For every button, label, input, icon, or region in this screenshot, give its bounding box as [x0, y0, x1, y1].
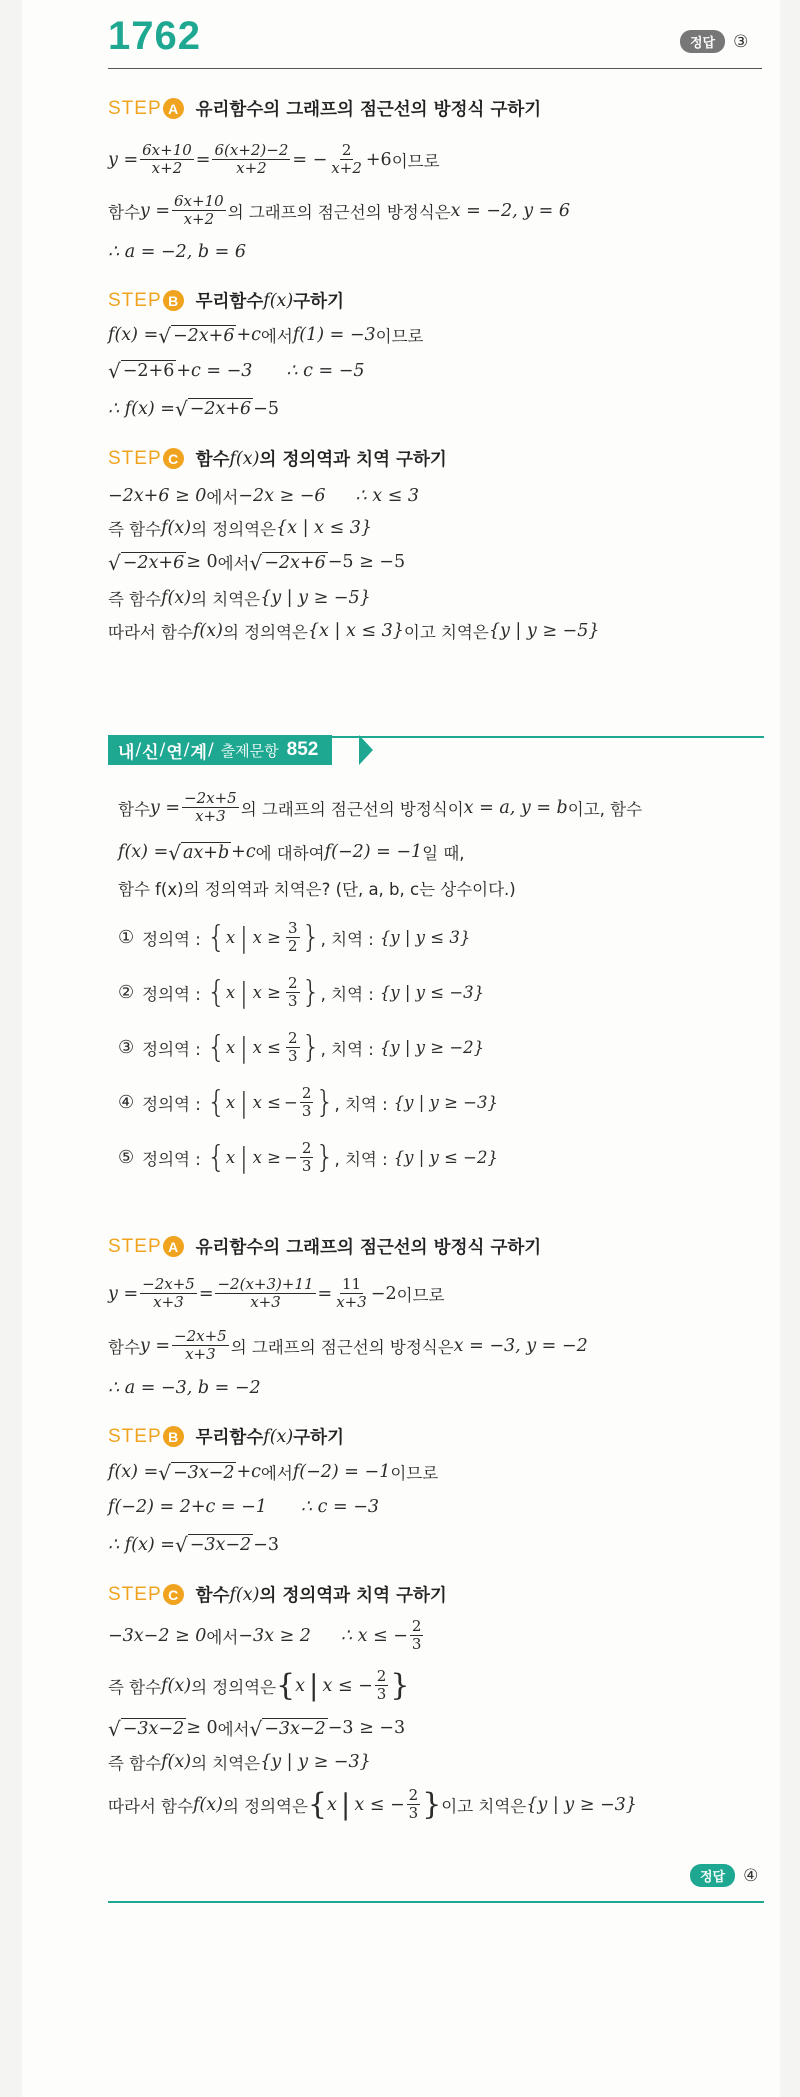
numerator: 2: [408, 1786, 419, 1804]
math: −3x ≥ 2: [238, 1625, 311, 1646]
math: +c: [231, 842, 256, 862]
fraction: [215, 1276, 315, 1311]
kor-text: 의 치역은: [191, 1754, 261, 1773]
math: −3: [253, 1534, 279, 1555]
math: f(x): [192, 1794, 223, 1815]
range-set: {y | y ≥ −3}: [526, 1794, 637, 1815]
p2-c-line1: [108, 1618, 425, 1653]
range-set: {y | y ≤ −3}: [379, 983, 485, 1002]
eq-prefix: y =: [139, 200, 171, 221]
kor-text: 함수: [118, 799, 150, 819]
math: ∴ c = −3: [300, 1497, 379, 1517]
fraction: [329, 142, 364, 177]
numerator: 3: [288, 919, 298, 937]
choice-option[interactable]: ① 정의역 : { x | x ≥ $\frac{3}{2}$ } , 치역 : {y | y ≤ 3}: [118, 919, 471, 955]
denominator: 3: [301, 1157, 312, 1175]
numerator: 2: [411, 1617, 422, 1635]
step-word: STEP: [108, 1235, 162, 1257]
p2-a-line3: ∴ a = −3, b = −2: [108, 1378, 261, 1398]
tag-number: 852: [286, 739, 319, 760]
problem-number: 1762: [108, 14, 201, 58]
sqrt: √ −2x+6: [108, 550, 185, 575]
fraction: [407, 1787, 421, 1822]
p2-c-line3: [108, 1716, 405, 1740]
math: x ≥: [252, 983, 281, 1002]
math: −5 ≥ −5: [327, 552, 406, 572]
kor-text: 에 대하여: [255, 844, 325, 863]
range-set: {y | y ≤ −2}: [393, 1148, 498, 1167]
numerator: −2x+5: [184, 789, 237, 807]
math: f(−2) = 2+c = −1: [108, 1497, 267, 1517]
kor-text: 이므로: [390, 1464, 439, 1483]
step-word: STEP: [108, 97, 162, 119]
math: f(x): [161, 1675, 192, 1696]
choice-option[interactable]: ⑤ 정의역 : { x | x ≥ − $\frac{2}{3}$ } , 치역 : {y | y ≤ −2}: [118, 1139, 498, 1175]
p1-c-line3: [108, 550, 405, 574]
math: −: [284, 1093, 298, 1112]
p1-c-line2: [108, 516, 372, 540]
choice-option[interactable]: ② 정의역 : { x | x ≥ $\frac{2}{3}$ } , 치역 : {y | y ≤ −3}: [118, 974, 485, 1010]
eq-sign: = −: [292, 149, 328, 170]
math: f(−2) = −1: [324, 842, 423, 862]
math: ∴ f(x) =: [108, 398, 175, 419]
denominator: x+3: [153, 1293, 184, 1311]
radicand: −2x+6: [122, 552, 185, 573]
step-c-title-fx: f(x): [229, 1584, 260, 1605]
q-line3: 함수 f(x)의 정의역과 치역은? (단, a, b, c는 상수이다.): [118, 880, 516, 899]
choice-mark: ③: [118, 1037, 135, 1058]
denominator: 3: [411, 1635, 422, 1653]
kor-text: 에서: [206, 488, 239, 507]
fraction: [375, 1668, 389, 1703]
radicand: ax+b: [182, 842, 230, 863]
math: f(x): [161, 588, 192, 608]
denominator: x+3: [250, 1293, 281, 1311]
fraction: [140, 1276, 197, 1311]
math: x ≥: [252, 928, 281, 947]
kor-text: 의 정의역은: [191, 1677, 277, 1697]
radicand: −3x−2: [122, 1718, 185, 1739]
tag-char: 내: [118, 742, 135, 763]
kor-text: 의 그래프의 점근선의 방정식은: [230, 1337, 454, 1357]
eq-sign: =: [317, 1283, 333, 1304]
p2-c-line5: 따라서 함수 f(x) 의 정의역은 { x | x ≤ − $\frac{2}{3}$ } 이고 치역은 {y | y ≥ −3}: [108, 1786, 637, 1822]
radicand: −2+6: [122, 361, 175, 381]
math: −: [284, 1148, 298, 1167]
p1-b-line1: [108, 323, 424, 347]
answer-value: ③: [733, 31, 749, 52]
numerator: 2: [301, 1139, 312, 1157]
linked-problem-tag: 내 / 신 / 연 / 계 / 출제문항 852: [108, 735, 332, 765]
range-label: , 치역 :: [320, 984, 374, 1004]
radicand: −3x−2: [189, 1535, 252, 1555]
math: f(x) =: [118, 842, 169, 862]
step-b-title-post: 구하기: [293, 1428, 344, 1448]
tag-char: 계: [190, 742, 207, 763]
range-label: , 치역 :: [334, 1149, 388, 1169]
q-line1: [118, 790, 642, 825]
eq-prefix: y =: [108, 1283, 139, 1304]
tag-arrow: [359, 735, 373, 765]
range-label: , 치역 :: [334, 1094, 388, 1114]
kor-text: 즉 함수: [108, 520, 162, 539]
range-set: {y | y ≥ −5}: [260, 588, 371, 608]
eq-tail: +6: [365, 149, 392, 170]
fraction: [286, 975, 300, 1010]
step-word: STEP: [108, 1583, 162, 1605]
kor-text: 의 정의역은: [191, 520, 277, 539]
sqrt: √ −3x−2: [249, 1716, 326, 1741]
kor-text: 에서: [260, 327, 293, 346]
math: ∴ f(x) =: [108, 1534, 175, 1555]
math: f(x) =: [108, 325, 159, 345]
range-label: , 치역 :: [320, 1039, 374, 1059]
step-b-title-pre: 무리함수: [195, 1428, 264, 1448]
math: x: [327, 1794, 337, 1815]
q-line2: [118, 840, 465, 864]
numerator: −2x+5: [142, 1275, 195, 1293]
numerator: −2(x+3)+11: [217, 1275, 314, 1293]
p1-c-line5: [108, 619, 599, 643]
fraction: [212, 142, 290, 177]
kor-text: 일 때,: [422, 844, 465, 863]
step-b-heading: [108, 288, 344, 313]
math: x: [295, 1675, 305, 1696]
step-c-title-pre: 함수: [195, 1586, 230, 1606]
kor-text: 따라서 함수: [108, 623, 193, 642]
numerator: 6x+10: [174, 192, 224, 210]
asymptote-eq: x = −3, y = −2: [453, 1335, 588, 1356]
answer-value: ④: [743, 1865, 759, 1886]
math: −3x−2 ≥ 0: [108, 1625, 207, 1646]
radicand: −3x−2: [264, 1718, 326, 1739]
p1-b-line2: [108, 360, 365, 381]
step-c-title-fx: f(x): [229, 448, 260, 469]
radicand: −2x+6: [172, 325, 235, 346]
domain-label: 정의역 :: [142, 1039, 201, 1059]
denominator: x+3: [185, 1345, 216, 1363]
eq-prefix: y =: [139, 1335, 171, 1356]
kor-text: 이고 치역은: [441, 1796, 527, 1816]
kor-text: 이고 치역은: [403, 623, 489, 642]
answer-tag-2: [690, 1864, 758, 1887]
p2-b-line3: [108, 1534, 279, 1555]
kor-text: 의 그래프의 점근선의 방정식이: [240, 799, 464, 819]
denominator: x+3: [195, 807, 226, 825]
kor-text: 이고, 함수: [567, 799, 643, 819]
denominator: 3: [301, 1102, 312, 1120]
p1-a-line3: ∴ a = −2, b = 6: [108, 242, 246, 262]
fraction: [300, 1085, 314, 1120]
p1-b-line3: [108, 398, 279, 419]
math: ∴ x ≤ 3: [355, 486, 420, 506]
denominator: x+2: [151, 159, 183, 177]
fraction: [172, 193, 226, 228]
step-c-badge: C: [163, 1584, 184, 1605]
math: x: [225, 1093, 236, 1112]
radicand: −2x+6: [189, 399, 252, 419]
choice-option[interactable]: ④ 정의역 : { x | x ≤ − $\frac{2}{3}$ } , 치역 : {y | y ≥ −3}: [118, 1084, 498, 1120]
numerator: 11: [341, 1275, 362, 1293]
kor-text: 에서: [260, 1464, 293, 1483]
denominator: 3: [408, 1804, 419, 1822]
fraction: [410, 1618, 424, 1653]
p2-c-line4: [108, 1750, 371, 1774]
step-word: STEP: [108, 1425, 162, 1447]
math: +c: [236, 1462, 261, 1482]
math: x ≤: [252, 1038, 281, 1057]
sqrt: √ ax+b: [168, 840, 230, 865]
sqrt: √ −3x−2: [174, 1533, 252, 1557]
math: f(x): [161, 1752, 192, 1772]
denominator: x+3: [336, 1293, 367, 1311]
step-b-heading-2: [108, 1424, 344, 1449]
math: ≥ 0: [186, 552, 218, 572]
eq-sign: =: [198, 1283, 214, 1304]
numerator: 2: [341, 141, 352, 159]
denominator: 3: [288, 1047, 298, 1065]
asymptote-eq: x = −2, y = 6: [450, 200, 571, 221]
p2-b-line1: [108, 1460, 438, 1484]
choice-mark: ④: [118, 1092, 135, 1113]
eq-sign: =: [195, 149, 211, 170]
numerator: 6(x+2)−2: [214, 141, 289, 159]
kor-text: 이므로: [375, 327, 424, 346]
step-c-heading: [108, 446, 447, 471]
p1-a-equation: [108, 142, 440, 177]
numerator: 2: [301, 1084, 312, 1102]
math: +c: [236, 325, 261, 345]
header-divider: [108, 68, 762, 69]
step-b-badge: B: [163, 1426, 184, 1447]
math: x ≥: [252, 1148, 281, 1167]
choice-mark: ②: [118, 982, 135, 1003]
tag-char: 연: [166, 742, 183, 763]
fraction: [286, 1030, 300, 1065]
step-word: STEP: [108, 289, 162, 311]
p2-a-line2: [108, 1328, 588, 1363]
math: ∴ x ≤ −: [340, 1625, 408, 1646]
step-c-heading-2: [108, 1582, 447, 1607]
kor-text: 즉 함수: [108, 590, 162, 609]
math: x: [225, 928, 236, 947]
math: x: [225, 1038, 236, 1057]
radicand: −2x+6: [264, 552, 326, 573]
sqrt: √ −3x−2: [158, 1460, 235, 1485]
choice-mark: ①: [118, 927, 135, 948]
range-set: {y | y ≥ −2}: [379, 1038, 485, 1057]
kor-text: 의 정의역은: [222, 1796, 308, 1816]
step-a-title: 유리함수의 그래프의 점근선의 방정식 구하기: [195, 1238, 542, 1258]
step-word: STEP: [108, 447, 162, 469]
p2-b-line2: [108, 1497, 379, 1517]
range-set: {y | y ≥ −3}: [393, 1093, 498, 1112]
step-a-badge: A: [163, 1236, 184, 1257]
kor-text: 에서: [217, 1720, 250, 1739]
step-a-badge: A: [163, 98, 184, 119]
math: −2x+6 ≥ 0: [108, 486, 207, 506]
math: +c = −3: [176, 360, 253, 381]
denominator: 3: [376, 1685, 387, 1703]
fraction: [172, 1328, 229, 1363]
fraction: [286, 920, 300, 955]
numerator: 6x+10: [142, 141, 192, 159]
tag-char: 신: [142, 742, 159, 763]
step-b-title-pre: 무리함수: [195, 292, 264, 312]
kor-text: 의 그래프의 점근선의 방정식은: [227, 202, 451, 222]
math: −5: [253, 398, 279, 419]
math: x ≤ −: [354, 1794, 405, 1815]
step-a-heading: [108, 96, 541, 121]
step-a-heading-2: [108, 1234, 541, 1259]
kor-text: 즉 함수: [108, 1754, 162, 1773]
numerator: 2: [288, 974, 298, 992]
step-b-badge: B: [163, 290, 184, 311]
kor-text: 에서: [206, 1627, 239, 1647]
numerator: −2x+5: [174, 1327, 227, 1345]
math: x = a, y = b: [463, 797, 568, 818]
step-c-title-post: 의 정의역과 치역 구하기: [259, 1586, 447, 1606]
math: −3 ≥ −3: [327, 1718, 406, 1738]
choice-option[interactable]: ③ 정의역 : { x | x ≤ $\frac{2}{3}$ } , 치역 : {y | y ≥ −2}: [118, 1029, 485, 1065]
kor-text: 함수: [108, 1337, 140, 1357]
step-c-title-post: 의 정의역과 치역 구하기: [259, 450, 447, 470]
step-c-title-pre: 함수: [195, 450, 230, 470]
step-b-title-post: 구하기: [293, 292, 344, 312]
sqrt: √ −2x+6: [249, 550, 326, 575]
math: y =: [149, 797, 181, 818]
step-c-badge: C: [163, 448, 184, 469]
p1-c-line1: [108, 484, 419, 508]
eq-kor: 이므로: [396, 1285, 445, 1305]
domain-set: {x | x ≤ 3}: [307, 621, 404, 641]
math: f(1) = −3: [292, 325, 376, 345]
step-b-title-fx: f(x): [263, 1426, 294, 1447]
math: x: [225, 983, 236, 1002]
fraction: [334, 1276, 369, 1311]
fraction: [300, 1140, 314, 1175]
sqrt: √ −2x+6: [158, 323, 235, 348]
choice-mark: ⑤: [118, 1147, 135, 1168]
kor-text: 의 치역은: [191, 590, 261, 609]
step-b-title-fx: f(x): [263, 290, 294, 311]
math: f(x): [161, 518, 192, 538]
p1-c-line4: [108, 586, 371, 610]
step-a-title: 유리함수의 그래프의 점근선의 방정식 구하기: [195, 100, 542, 120]
kor-text: 의 정의역은: [222, 623, 308, 642]
math: ≥ 0: [186, 1718, 218, 1738]
fraction: [140, 142, 194, 177]
footer-divider: [108, 1901, 764, 1903]
kor-text: 따라서 함수: [108, 1796, 193, 1816]
denominator: x+2: [183, 210, 215, 228]
domain-label: 정의역 :: [142, 1149, 201, 1169]
denominator: 3: [288, 992, 298, 1010]
domain-label: 정의역 :: [142, 1094, 201, 1114]
domain-label: 정의역 :: [142, 929, 201, 949]
math: x: [225, 1148, 236, 1167]
eq-prefix: y =: [108, 149, 139, 170]
kor-text: 즉 함수: [108, 1677, 162, 1697]
numerator: 2: [288, 1029, 298, 1047]
math: ∴ c = −5: [286, 360, 365, 381]
math: f(−2) = −1: [292, 1462, 391, 1482]
denominator: x+2: [331, 159, 362, 177]
domain-set: {x | x ≤ 3}: [276, 518, 372, 538]
math: f(x) =: [108, 1462, 159, 1482]
answer-tag: [680, 30, 748, 53]
p2-c-line2: 즉 함수 f(x) 의 정의역은 { x | x ≤ − $\frac{2}{3}$ }: [108, 1667, 410, 1703]
kor-text: 에서: [217, 554, 250, 573]
sqrt: √ −3x−2: [108, 1716, 185, 1741]
range-set: {y | y ≥ −5}: [488, 621, 600, 641]
radicand: −3x−2: [172, 1462, 235, 1483]
answer-label: 정답: [680, 30, 725, 53]
kor-text: 함수: [108, 202, 140, 222]
range-set: {y | y ≤ 3}: [379, 928, 471, 947]
math: −2x ≥ −6: [238, 486, 326, 506]
fraction: [182, 790, 239, 825]
sqrt: √ −2x+6: [174, 397, 252, 421]
domain-label: 정의역 :: [142, 984, 201, 1004]
answer-label: 정답: [690, 1864, 735, 1887]
math: x ≤: [252, 1093, 281, 1112]
math: f(x): [192, 621, 223, 641]
eq-kor: 이므로: [391, 151, 440, 171]
math: x ≤ −: [322, 1675, 373, 1696]
denominator: x+2: [236, 159, 267, 177]
numerator: 2: [376, 1667, 387, 1685]
sqrt: √ −2+6: [108, 359, 175, 383]
p2-a-equation: [108, 1276, 444, 1311]
eq-tail: −2: [370, 1283, 397, 1304]
denominator: 2: [288, 937, 298, 955]
p1-a-line2: [108, 193, 570, 228]
range-set: {y | y ≥ −3}: [260, 1752, 371, 1772]
tag-small: 출제문항: [220, 741, 279, 760]
range-label: , 치역 :: [320, 929, 374, 949]
